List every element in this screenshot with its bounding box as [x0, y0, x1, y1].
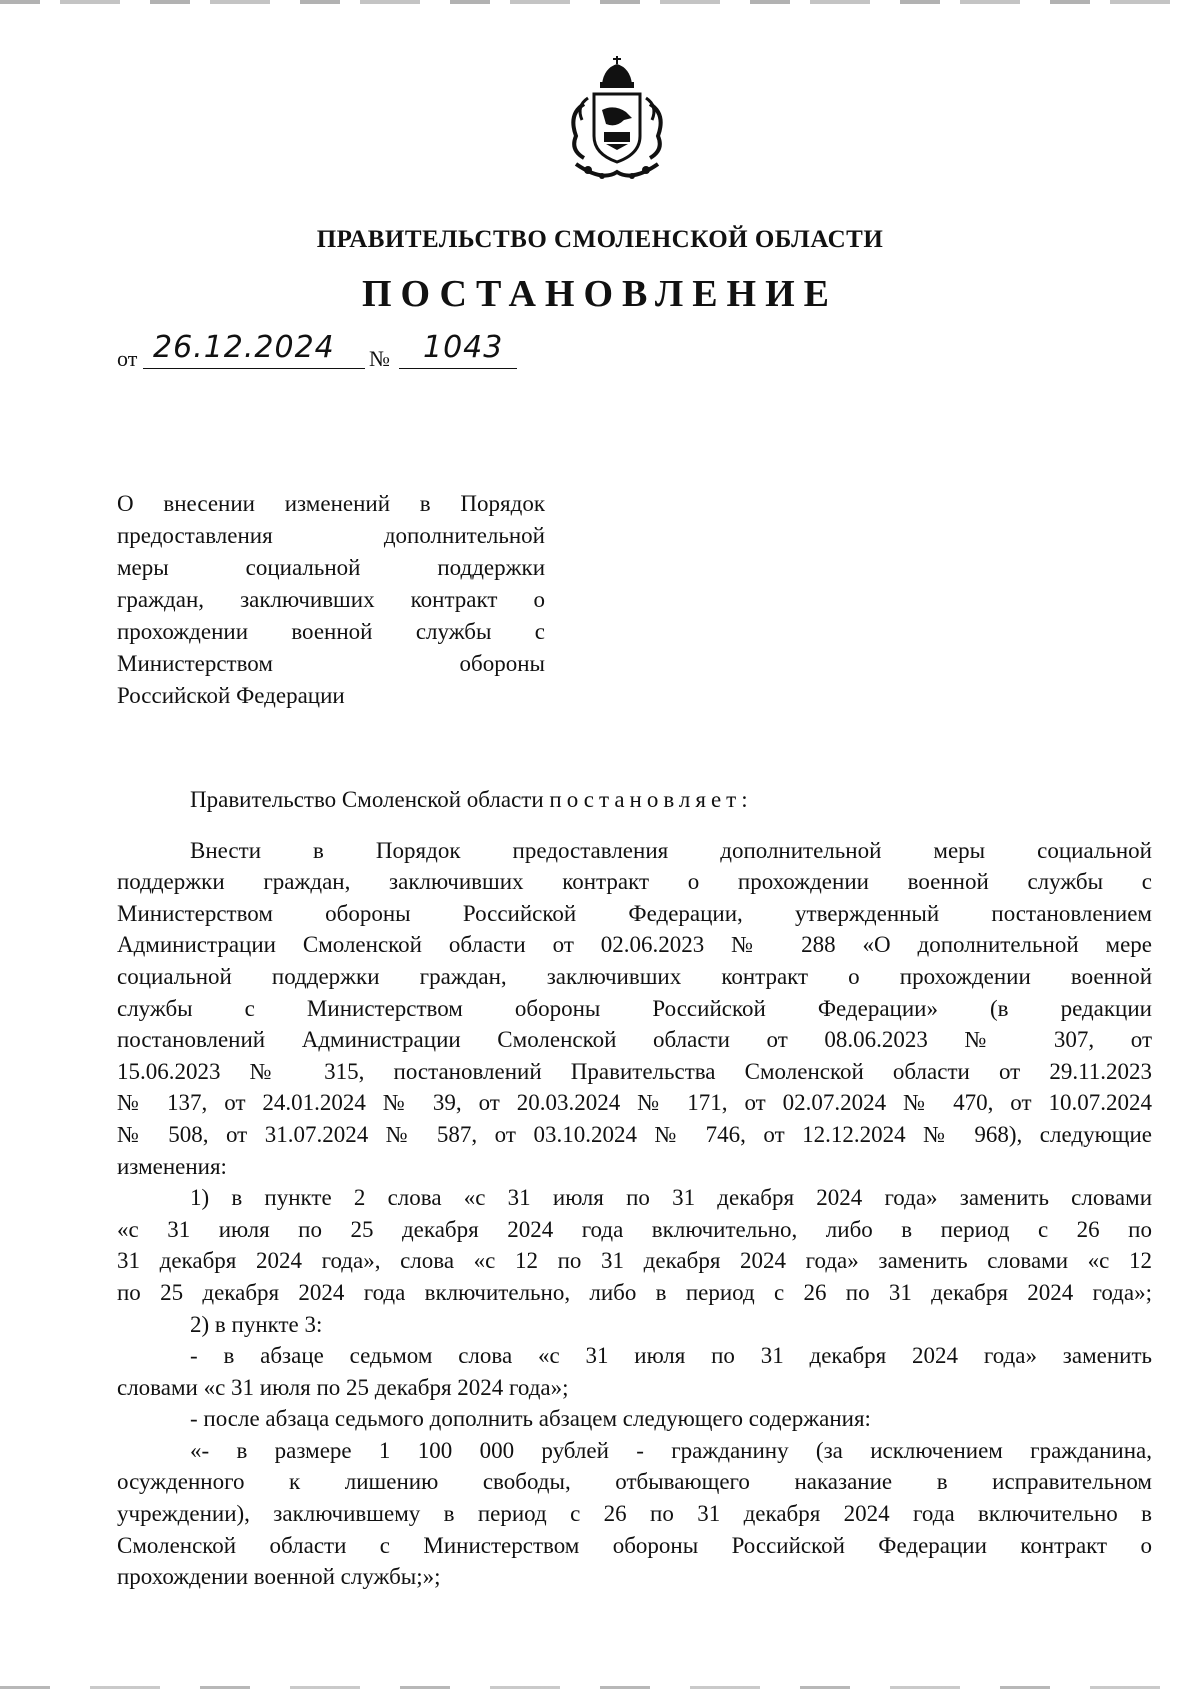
government-title: ПРАВИТЕЛЬСТВО СМОЛЕНСКОЙ ОБЛАСТИ — [316, 226, 884, 253]
scan-edge-top — [0, 0, 1200, 4]
preamble-text: Правительство Смоленской области — [190, 787, 544, 812]
body-line: - в абзаце седьмом слова «с 31 июля по 31 декабря 2024 года» заменить — [190, 1343, 1152, 1369]
handwritten-number: 1043 — [423, 330, 504, 365]
body-line: словами «с 31 июля по 25 декабря 2024 года»; — [117, 1374, 569, 1400]
document-body — [117, 784, 1152, 1593]
body-line: 15.06.2023 № 315, постановлений Правительства Смоленской области от 29.11.2023 — [117, 1058, 1152, 1084]
coat-of-arms-emblem — [562, 54, 672, 184]
body-line: Министерством обороны Российской Федерации, утвержденный постановлением — [117, 900, 1152, 926]
body-line: службы с Министерством обороны Российской Федерации» (в редакции — [117, 995, 1152, 1021]
scan-edge-bottom — [0, 1686, 1200, 1689]
body-line: изменения: — [117, 1153, 227, 1179]
body-line: постановлений Администрации Смоленской области от 08.06.2023 № 307, от — [117, 1027, 1152, 1053]
body-line: осужденного к лишению свободы, отбывающего наказание в исправительном — [117, 1469, 1152, 1495]
body-line: «с 31 июля по 25 декабря 2024 года включительно, либо в период с 26 по — [117, 1216, 1152, 1242]
body-line: Администрации Смоленской области от 02.06.2023 № 288 «О дополнительной мере — [117, 932, 1152, 958]
subject-line: граждан, заключивших контракт о — [117, 587, 545, 612]
body-line: Смоленской области с Министерством обороны Российской Федерации контракт о — [117, 1532, 1152, 1558]
number-underline — [399, 368, 517, 369]
document-subject — [117, 488, 545, 712]
preamble-decision-word: постановляет: — [549, 787, 753, 812]
subject-line: О внесении изменений в Порядок — [117, 491, 545, 516]
body-line: социальной поддержки граждан, заключивших контракт о прохождении военной — [117, 963, 1152, 989]
body-line: поддержки граждан, заключивших контракт о прохождении военной службы с — [117, 869, 1152, 895]
body-line: прохождении военной службы;»; — [117, 1564, 441, 1590]
preamble — [117, 784, 1152, 816]
body-line: по 25 декабря 2024 года включительно, либо в период с 26 по 31 декабря 2024 года»; — [117, 1279, 1152, 1305]
date-prefix: от — [117, 346, 138, 371]
body-line: учреждении), заключившему в период с 26 по 31 декабря 2024 года включительно в — [117, 1501, 1152, 1527]
subject-line: Российской Федерации — [117, 683, 345, 708]
body-line: 31 декабря 2024 года», слова «с 12 по 31 декабря 2024 года» заменить словами «с 12 — [117, 1248, 1152, 1274]
body-line: Внести в Порядок предоставления дополнительной меры социальной — [190, 837, 1152, 863]
document-type: ПОСТАНОВЛЕНИЕ — [361, 273, 839, 315]
subject-line: Министерством обороны — [117, 651, 545, 676]
subject-line: меры социальной поддержки — [117, 555, 545, 580]
body-line: 1) в пункте 2 слова «с 31 июля по 31 декабря 2024 года» заменить словами — [190, 1185, 1152, 1211]
body-line: № 137, от 24.01.2024 № 39, от 20.03.2024 № 171, от 02.07.2024 № 470, от 10.07.2024 — [117, 1090, 1152, 1116]
subject-line: прохождении военной службы с — [117, 619, 545, 644]
body-line: 2) в пункте 3: — [190, 1311, 323, 1337]
number-prefix: № — [369, 346, 390, 371]
body-line: - после абзаца седьмого дополнить абзацем следующего содержания: — [190, 1406, 871, 1432]
body-line: № 508, от 31.07.2024 № 587, от 03.10.2024 № 746, от 12.12.2024 № 968), следующие — [117, 1121, 1152, 1147]
handwritten-date: 26.12.2024 — [153, 330, 335, 365]
date-underline — [143, 368, 365, 369]
body-line: «- в размере 1 100 000 рублей - гражданину (за исключением гражданина, — [190, 1437, 1152, 1463]
subject-line: предоставления дополнительной — [117, 523, 545, 548]
